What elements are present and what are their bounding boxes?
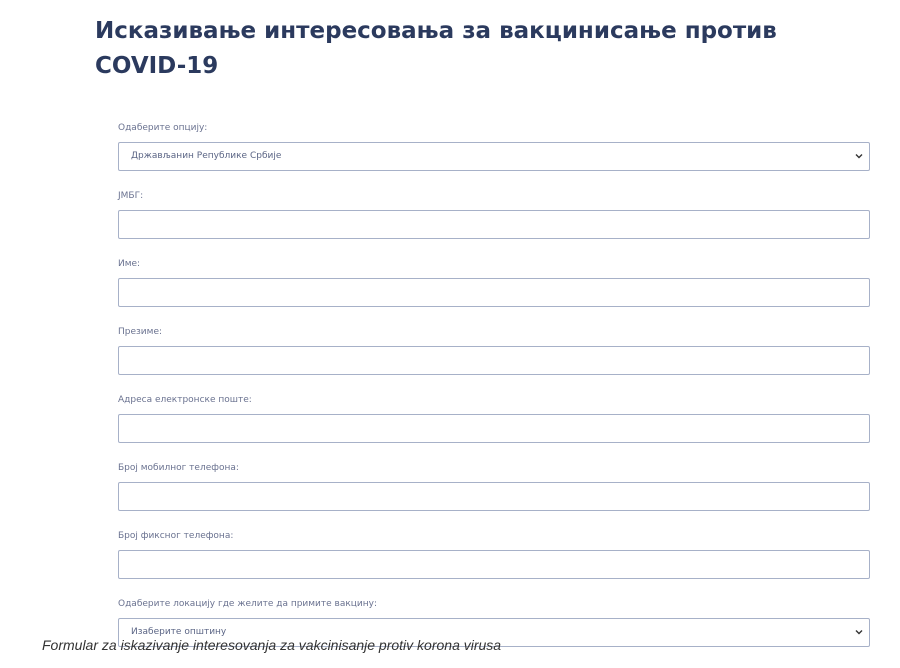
mobile-phone-input[interactable] — [118, 482, 870, 511]
chevron-down-icon — [855, 628, 863, 636]
registration-form — [118, 122, 870, 666]
email-input[interactable] — [118, 414, 870, 443]
mobile-phone-label: Број мобилног телефона: — [118, 463, 239, 473]
option-label: Одаберите опцију: — [118, 123, 208, 133]
last-name-input[interactable] — [118, 346, 870, 375]
first-name-input[interactable] — [118, 278, 870, 307]
last-name-label: Презиме: — [118, 327, 163, 337]
option-select-value: Држављанин Републике Србије — [131, 151, 282, 161]
jmbg-input[interactable] — [118, 210, 870, 239]
page-title: Исказивање интересовања за вакцинисање против COVID-19 — [95, 18, 777, 79]
image-caption: Formular za iskazivanje interesovanja za vakcinisanje protiv korona virusa — [42, 637, 502, 653]
option-select[interactable] — [118, 142, 870, 171]
location-select-value: Изаберите општину — [131, 627, 227, 637]
location-label: Одаберите локацију где желите да примите вакцину: — [118, 599, 378, 609]
chevron-down-icon — [855, 152, 863, 160]
landline-phone-label: Број фиксног телефона: — [118, 531, 234, 541]
jmbg-label: ЈМБГ: — [118, 191, 144, 201]
email-label: Адреса електронске поште: — [118, 395, 252, 405]
landline-phone-input[interactable] — [118, 550, 870, 579]
first-name-label: Име: — [118, 259, 141, 269]
